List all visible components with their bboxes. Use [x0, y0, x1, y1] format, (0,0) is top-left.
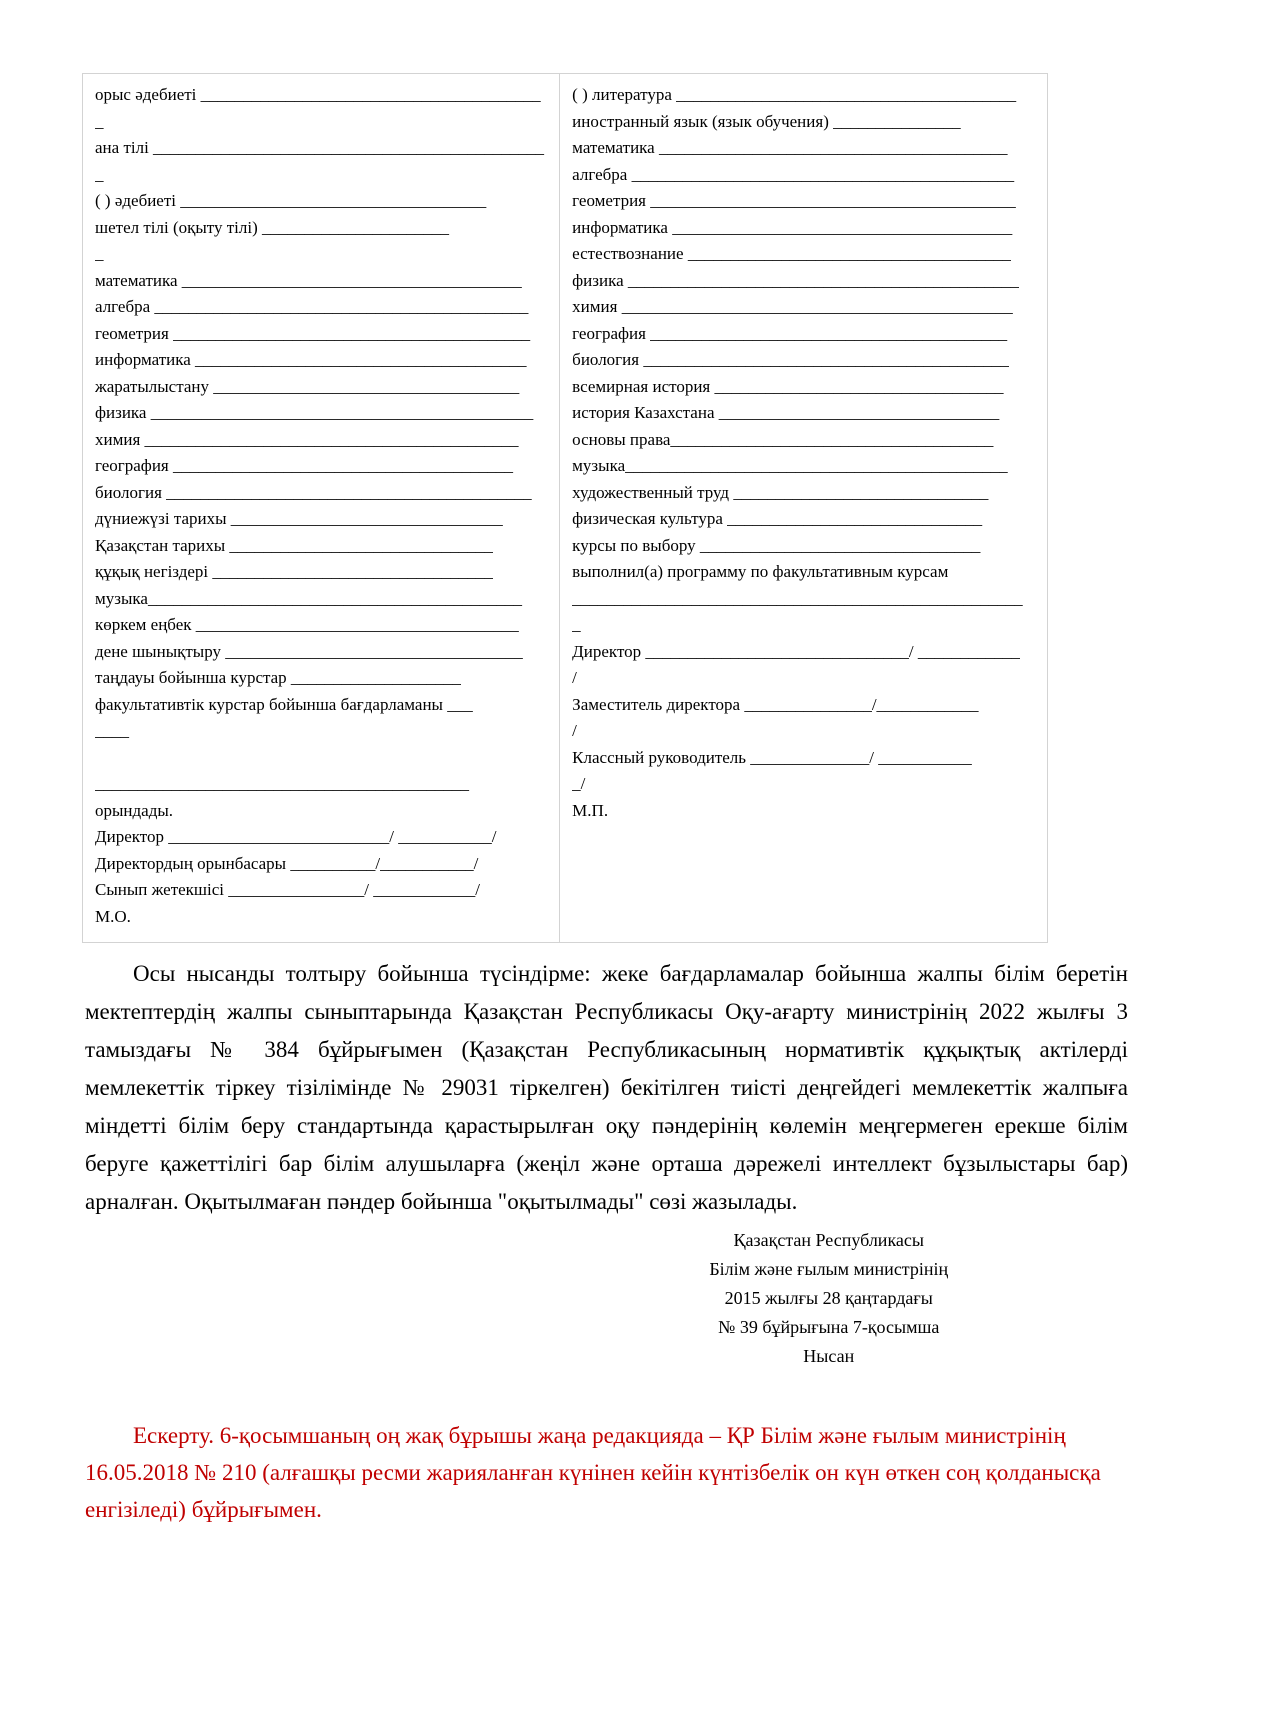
form-line-russian: Директор _______________________________/ ____________	[572, 641, 1020, 661]
form-line-kazakh: көркем еңбек ______________________________________	[95, 615, 519, 634]
amendment-note: Ескерту. 6-қосымшаның оң жақ бұрышы жаңа редакцияда – ҚР Білім және ғылым министрінің 16.05.2018 № 210 (алғашқы ресми жарияланған күнінен кейін күнтізбелік он күн өткен соң қолданысқа енгізіледі) бұйрығымен.	[85, 1423, 1101, 1522]
form-line-russian: /	[572, 668, 577, 687]
form-line-kazakh: ____________________________________________	[95, 774, 469, 793]
form-line-kazakh	[95, 745, 551, 772]
form-line-kazakh: Сынып жетекшісі ________________/ ____________/	[95, 880, 480, 899]
form-line-kazakh: факультативтік курстар бойынша бағдарламаны ___	[95, 694, 473, 714]
form-line-kazakh: _	[95, 164, 104, 184]
explanation-paragraph: Осы нысанды толтыру бойынша түсіндірме: жеке бағдарламалар бойынша жалпы білім беретін мектептердің жалпы сыныптарында Қазақстан Республикасы Оқу-ағарту министрінің 2022 жылғы 3 тамыздағы № 384 бұйрығымен (Қазақстан Республикасының нормативтік құқықтық актілерді мемлекеттік тіркеу тізілімінде № 29031 тіркелген) бекітілген тиісті деңгейдегі мемлекеттік жалпыға міндетті білім беру стандартында қарастырылған оқу пәндерінің көлемін меңгермеген ерекше білім беруге қажеттілігі бар білім алушыларға (жеңіл және орташа дәрежелі интеллект бұзылыстары бар) арналған. Оқытылмаған пәндер бойынша "оқытылмады" сөзі жазылады.	[85, 961, 1128, 1214]
form-line-kazakh: шетел тілі (оқыту тілі) ______________________	[95, 217, 450, 237]
form-line-kazakh: информатика _______________________________________	[95, 350, 527, 369]
appendix-line: Нысан	[803, 1346, 855, 1366]
form-line-russian: геометрия ___________________________________________	[572, 191, 1016, 210]
form-line-kazakh: Қазақстан тарихы _______________________________	[95, 535, 493, 555]
form-line-kazakh: орындады.	[95, 800, 174, 820]
form-line-kazakh: Директордың орынбасары __________/___________/	[95, 853, 479, 873]
form-line-russian: биология ___________________________________________	[572, 350, 1009, 369]
form-line-kazakh: дене шынықтыру ___________________________________	[95, 641, 523, 661]
form-line-russian: всемирная история __________________________________	[572, 376, 1004, 396]
form-line-kazakh: биология ___________________________________________	[95, 482, 532, 502]
form-line-russian: информатика ________________________________________	[572, 217, 1013, 237]
form-line-kazakh: _	[95, 244, 104, 263]
form-line-russian: Классный руководитель ______________/ ___________	[572, 747, 972, 767]
form-line-russian: _____________________________________________________	[572, 588, 1023, 608]
document-page	[0, 73, 1275, 1723]
form-line-kazakh: ( ) әдебиеті ____________________________________	[95, 191, 487, 210]
form-line-kazakh: музыка____________________________________________	[95, 588, 522, 608]
form-line-russian: математика _________________________________________	[572, 138, 1008, 157]
form-line-russian: музыка_____________________________________________	[572, 456, 1008, 475]
appendix-line: Қазақстан Республикасы	[733, 1230, 924, 1250]
form-line-russian: физика ______________________________________________	[572, 270, 1019, 290]
form-column-kazakh	[83, 74, 560, 942]
form-line-russian: иностранный язык (язык обучения) _______________	[572, 111, 961, 131]
form-line-kazakh: таңдауы бойынша курстар ____________________	[95, 668, 461, 687]
form-line-russian: художественный труд ______________________________	[572, 482, 989, 502]
form-line-russian: физическая культура ______________________________	[572, 509, 983, 528]
form-line-russian: основы права______________________________________	[572, 429, 994, 449]
subjects-form-table	[82, 73, 1048, 943]
form-line-kazakh: _	[95, 111, 104, 131]
form-line-russian: история Казахстана _________________________________	[572, 403, 1000, 422]
form-line-kazakh: құқық негіздері _________________________________	[95, 562, 493, 581]
form-line-kazakh: Директор __________________________/ ___________/	[95, 827, 497, 846]
form-line-kazakh: жаратылыстану ____________________________________	[95, 376, 520, 396]
appendix-reference-block	[587, 1226, 1072, 1371]
form-line-russian: /	[572, 721, 577, 740]
form-line-russian: выполнил(а) программу по факультативным курсам	[572, 562, 949, 581]
form-line-russian: ( ) литература ________________________________________	[572, 85, 1017, 104]
form-line-kazakh: алгебра ____________________________________________	[95, 297, 529, 316]
form-line-russian: _/	[572, 774, 586, 793]
form-line-russian: Заместитель директора _______________/____________	[572, 694, 979, 714]
form-line-kazakh: М.О.	[95, 906, 131, 926]
form-line-russian: география __________________________________________	[572, 323, 1008, 343]
form-line-kazakh: физика _____________________________________________	[95, 403, 534, 422]
form-line-kazakh: ____	[95, 721, 129, 740]
form-line-russian: естествознание ______________________________________	[572, 244, 1011, 263]
form-line-russian: алгебра _____________________________________________	[572, 164, 1015, 184]
form-line-russian: _	[572, 615, 581, 634]
form-line-kazakh: орыс әдебиеті ________________________________________	[95, 85, 541, 104]
form-line-russian: химия ______________________________________________	[572, 297, 1013, 316]
appendix-line: 2015 жылғы 28 қаңтардағы	[724, 1288, 933, 1308]
form-line-kazakh: ана тілі ______________________________________________	[95, 138, 545, 157]
appendix-line: № 39 бұйрығына 7-қосымша	[718, 1317, 940, 1337]
appendix-line: Білім және ғылым министрінің	[709, 1259, 949, 1279]
form-line-russian: М.П.	[572, 800, 609, 820]
form-line-russian: курсы по выбору _________________________________	[572, 535, 981, 555]
form-line-kazakh: химия ____________________________________________	[95, 429, 519, 449]
form-column-russian	[560, 74, 1047, 942]
form-line-kazakh: дүниежүзі тарихы ________________________________	[95, 509, 503, 528]
form-line-kazakh: геометрия __________________________________________	[95, 323, 531, 343]
form-line-kazakh: математика ________________________________________	[95, 270, 522, 290]
form-line-kazakh: география ________________________________________	[95, 456, 513, 475]
